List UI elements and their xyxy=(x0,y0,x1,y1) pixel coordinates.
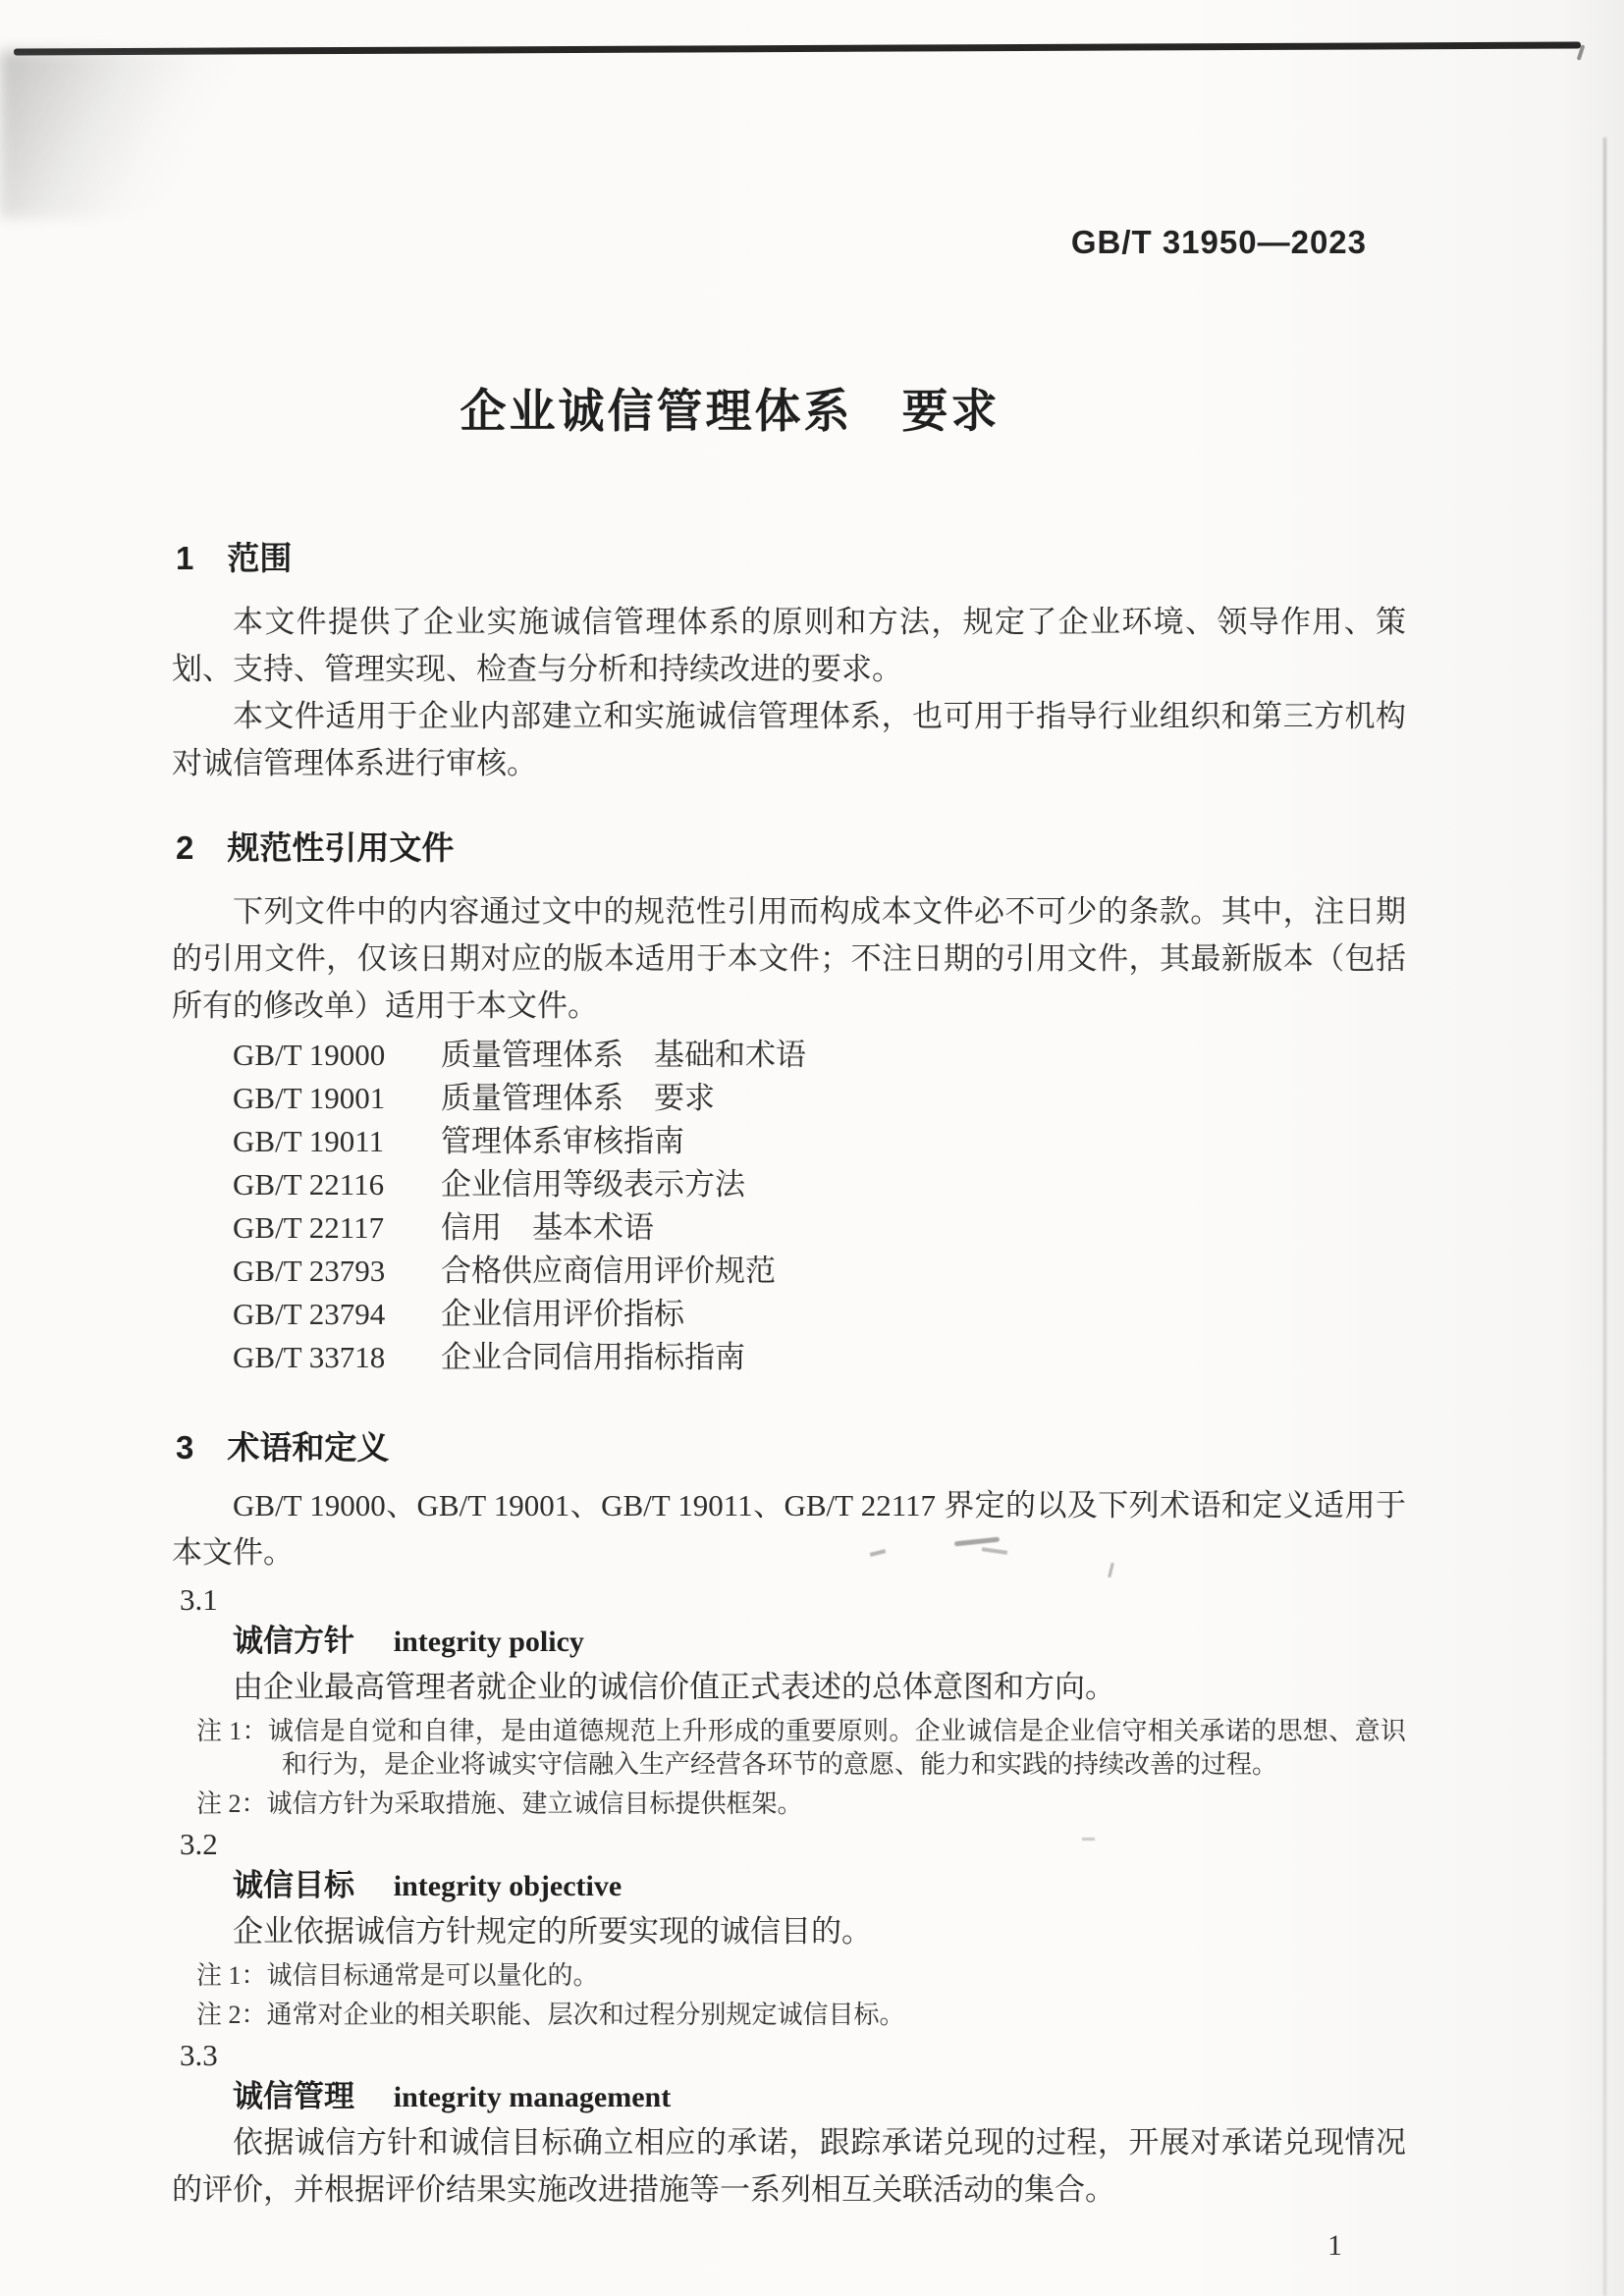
term-zh: 诚信方针 xyxy=(233,1624,354,1658)
reference-item xyxy=(233,1077,1406,1120)
reference-item xyxy=(233,1206,1406,1250)
term-definition: 企业依据诚信方针规定的所要实现的诚信目的。 xyxy=(233,1914,872,1949)
section-number: 2 xyxy=(176,829,194,866)
reference-name: 管理体系审核指南 xyxy=(441,1124,684,1158)
clause-number: 3.3 xyxy=(180,2038,218,2072)
term-note: 注 1：诚信目标通常是可以量化的。 xyxy=(196,1961,599,1990)
section-heading-normative-references xyxy=(176,823,1406,869)
standard-code: GB/T 31950—2023 xyxy=(1070,224,1367,260)
page-number: 1 xyxy=(1327,2229,1342,2262)
term-note: 注 1：诚信是自觉和自律，是由道德规范上升形成的重要原则。企业诚信是企业信守相关承诺的思想、意识和行为，是企业将诚实守信融入生产经营各环节的意愿、能力和实践的持续改善的过程。 xyxy=(196,1717,1406,1779)
reference-code: GB/T 22117 xyxy=(233,1210,385,1245)
paragraph: 本文件提供了企业实施诚信管理体系的原则和方法，规定了企业环境、领导作用、策划、支持、管理实现、检查与分析和持续改进的要求。 xyxy=(172,605,1406,686)
clause-number: 3.2 xyxy=(180,1827,218,1861)
reference-item xyxy=(233,1120,1406,1163)
term-en: integrity policy xyxy=(393,1626,584,1658)
reference-item xyxy=(233,1163,1406,1206)
reference-code: GB/T 19011 xyxy=(233,1124,385,1158)
reference-name: 企业信用评价指标 xyxy=(441,1297,684,1331)
section-label: 规范性引用文件 xyxy=(227,829,455,866)
reference-code: GB/T 19000 xyxy=(233,1038,386,1072)
document-content xyxy=(0,224,1624,2263)
section-heading-terms xyxy=(176,1422,1406,1468)
section-label: 术语和定义 xyxy=(227,1429,390,1466)
paragraph: 下列文件中的内容通过文中的规范性引用而构成本文件必不可少的条款。其中，注日期的引用文件，仅该日期对应的版本适用于本文件；不注日期的引用文件，其最新版本（包括所有的修改单）适用于本文件。 xyxy=(172,894,1406,1023)
term-definition: 由企业最高管理者就企业的诚信价值正式表述的总体意图和方向。 xyxy=(233,1670,1115,1704)
document-title: 企业诚信管理体系 要求 xyxy=(460,385,1001,437)
section-label: 范围 xyxy=(227,540,293,576)
reference-name: 质量管理体系 基础和术语 xyxy=(441,1038,806,1072)
reference-item xyxy=(233,1250,1406,1293)
reference-item xyxy=(233,1034,1406,1077)
term-note: 注 2：诚信方针为采取措施、建立诚信目标提供框架。 xyxy=(196,1789,803,1818)
terms-intro: GB/T 19000、GB/T 19001、GB/T 19011、GB/T 22117 界定的以及下列术语和定义适用于本文件。 xyxy=(172,1488,1406,1570)
reference-item xyxy=(233,1293,1406,1336)
reference-name: 信用 基本术语 xyxy=(441,1210,654,1245)
term-definition: 依据诚信方针和诚信目标确立相应的承诺，跟踪承诺兑现的过程，开展对承诺兑现情况的评价，并根据评价结果实施改进措施等一系列相互关联活动的集合。 xyxy=(172,2125,1406,2207)
term-zh: 诚信管理 xyxy=(233,2079,354,2113)
reference-code: GB/T 22116 xyxy=(233,1167,385,1201)
term-block-3-1 xyxy=(172,1580,1406,1821)
reference-code: GB/T 33718 xyxy=(233,1340,386,1374)
term-block-3-3 xyxy=(172,2036,1406,2214)
term-title xyxy=(233,1620,1406,1664)
section-number: 3 xyxy=(176,1429,194,1466)
reference-name: 企业信用等级表示方法 xyxy=(441,1167,745,1201)
term-title xyxy=(233,2075,1406,2119)
section-number: 1 xyxy=(176,540,194,576)
clause-number: 3.1 xyxy=(180,1582,218,1617)
term-en: integrity management xyxy=(393,2081,672,2113)
term-note: 注 2：通常对企业的相关职能、层次和过程分别规定诚信目标。 xyxy=(196,2001,905,2029)
section-heading-scope xyxy=(176,533,1406,579)
scan-corner-smudge xyxy=(0,51,265,218)
paragraph: 本文件适用于企业内部建立和实施诚信管理体系，也可用于指导行业组织和第三方机构对诚信管理体系进行审核。 xyxy=(172,699,1406,780)
reference-code: GB/T 19001 xyxy=(233,1081,386,1115)
reference-code: GB/T 23794 xyxy=(233,1297,386,1331)
term-zh: 诚信目标 xyxy=(233,1868,354,1902)
reference-name: 质量管理体系 要求 xyxy=(441,1081,715,1115)
term-block-3-2 xyxy=(172,1825,1406,2032)
reference-list xyxy=(233,1034,1406,1379)
reference-name: 合格供应商信用评价规范 xyxy=(441,1254,776,1288)
term-en: integrity objective xyxy=(393,1870,623,1902)
reference-code: GB/T 23793 xyxy=(233,1254,386,1288)
reference-name: 企业合同信用指标指南 xyxy=(441,1340,745,1374)
reference-item xyxy=(233,1336,1406,1379)
term-title xyxy=(233,1864,1406,1908)
